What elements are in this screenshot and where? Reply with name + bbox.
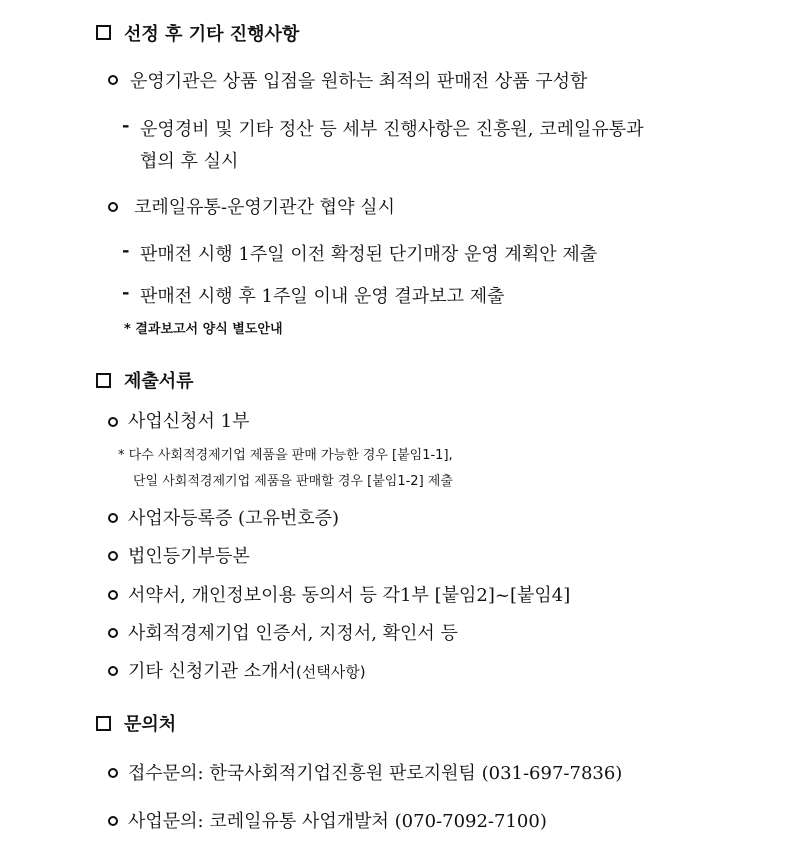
contact-item: 접수문의: 한국사회적기업진흥원 판로지원팀 (031-697-7836) <box>128 763 623 784</box>
bullet-circle-icon <box>108 666 118 676</box>
list-item: 코레일유통-운영기관간 협약 실시 <box>134 197 395 218</box>
note-text: * 결과보고서 양식 별도안내 <box>124 322 283 337</box>
list-item: 운영기관은 상품 입점을 원하는 최적의 판매전 상품 구성함 <box>130 71 588 92</box>
bullet-circle-icon <box>108 75 118 85</box>
note-text: * 다수 사회적경제기업 제품을 판매 가능한 경우 [붙임1-1], <box>118 448 453 463</box>
list-item-suffix: (선택사항) <box>295 663 366 681</box>
note-text-continuation: 단일 사회적경제기업 제품을 판매할 경우 [붙임1-2] 제출 <box>133 474 453 489</box>
bullet-circle-icon <box>108 768 118 778</box>
section-title: 제출서류 <box>124 371 194 392</box>
bullet-circle-icon <box>108 590 118 600</box>
sub-list-item-continuation: 협의 후 실시 <box>140 151 239 172</box>
bullet-circle-icon <box>108 816 118 826</box>
bullet-circle-icon <box>108 513 118 523</box>
bullet-circle-icon <box>108 202 118 212</box>
section-checkbox-icon <box>96 373 111 388</box>
sub-list-item: 판매전 시행 후 1주일 이내 운영 결과보고 제출 <box>140 286 505 307</box>
section-checkbox-icon <box>96 716 111 731</box>
bullet-circle-icon <box>108 551 118 561</box>
sub-list-item: 판매전 시행 1주일 이전 확정된 단기매장 운영 계획안 제출 <box>140 244 598 265</box>
section-title: 선정 후 기타 진행사항 <box>124 24 300 45</box>
section-title: 문의처 <box>124 714 177 735</box>
section-checkbox-icon <box>96 25 111 40</box>
list-item: 사회적경제기업 인증서, 지정서, 확인서 등 <box>128 623 458 644</box>
list-item: 사업신청서 1부 <box>128 411 250 432</box>
list-item-main: 기타 신청기관 소개서 <box>128 661 296 682</box>
dash-marker: - <box>122 115 130 136</box>
list-item: 법인등기부등본 <box>128 546 250 567</box>
list-item: 서약서, 개인정보이용 동의서 등 각1부 [붙임2]~[붙임4] <box>128 585 571 606</box>
dash-marker: - <box>122 240 130 261</box>
sub-list-item: 운영경비 및 기타 정산 등 세부 진행사항은 진흥원, 코레일유통과 <box>140 119 644 140</box>
bullet-circle-icon <box>108 628 118 638</box>
dash-marker: - <box>122 282 130 303</box>
list-item: 사업자등록증 (고유번호증) <box>128 508 340 529</box>
bullet-circle-icon <box>108 417 118 427</box>
list-item <box>128 657 366 683</box>
contact-item: 사업문의: 코레일유통 사업개발처 (070-7092-7100) <box>128 811 547 832</box>
